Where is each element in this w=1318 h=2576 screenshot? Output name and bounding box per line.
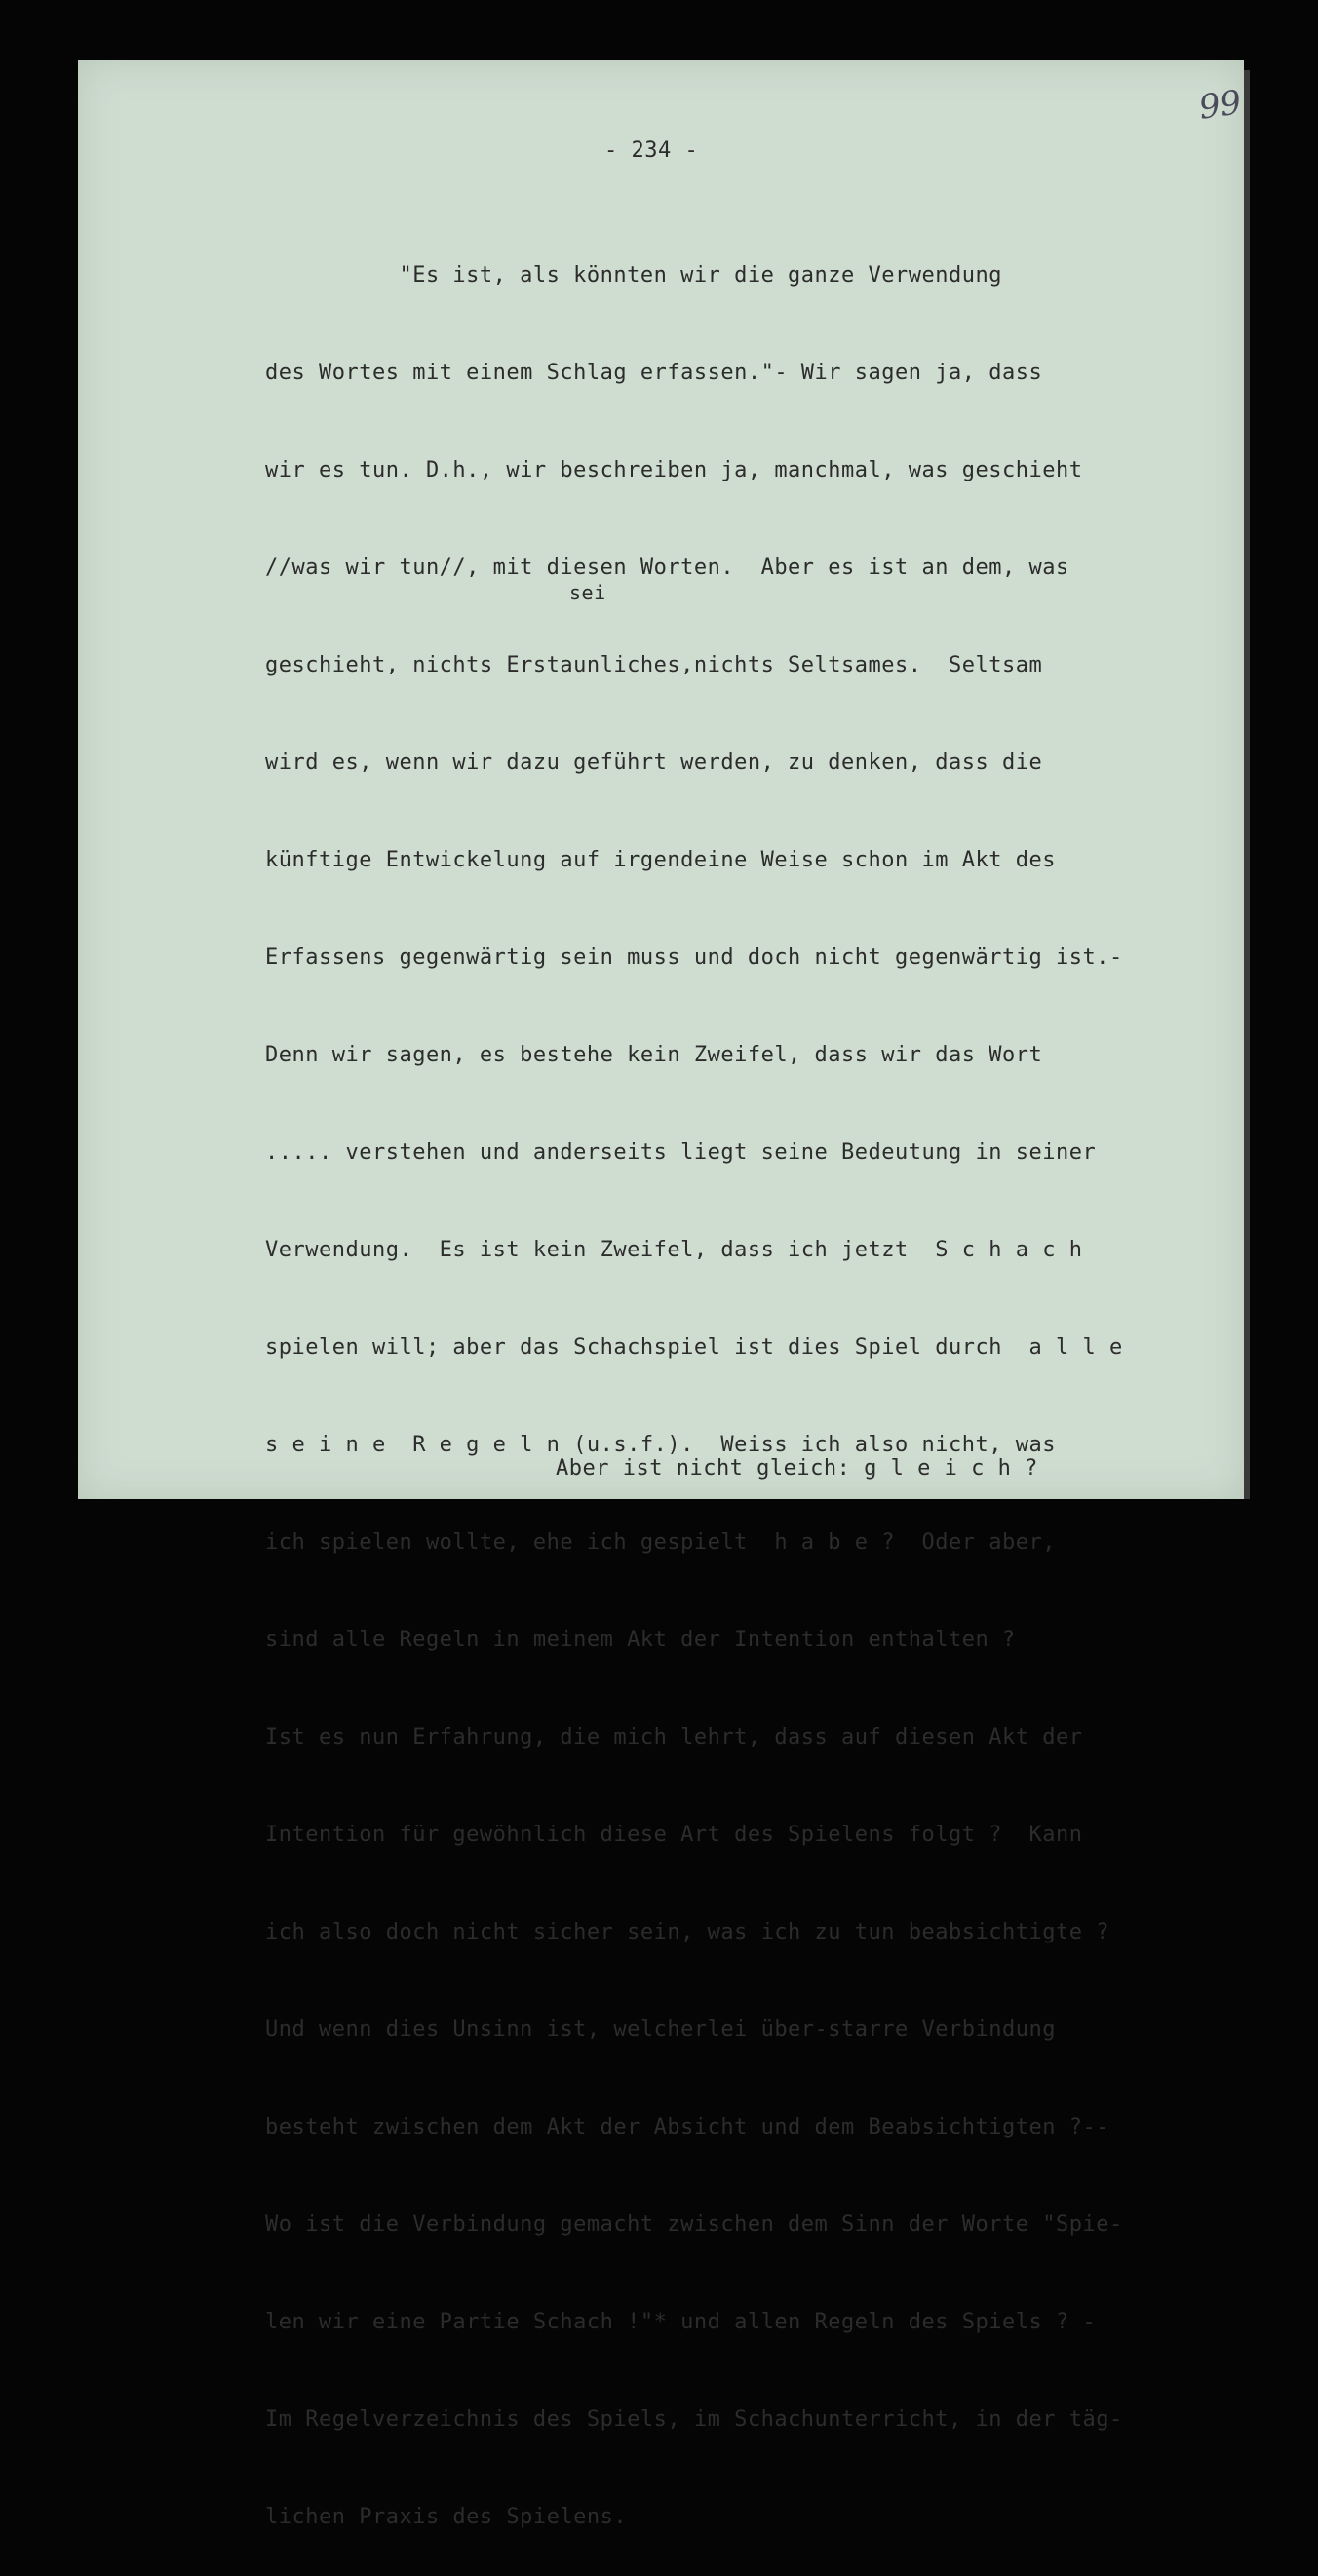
interlinear-insertion: sei: [569, 581, 606, 604]
text-line: lichen Praxis des Spielens.: [265, 2505, 628, 2529]
text-line: Ist es nun Erfahrung, die mich lehrt, dass auf diesen Akt der: [265, 1725, 1083, 1749]
text-line: s e i n e R e g e l n (u.s.f.). Weiss ich also nicht, was: [265, 1433, 1056, 1457]
closing-question: Aber ist nicht gleich: g l e i c h ?: [556, 1456, 1038, 1480]
text-line: des Wortes mit einem Schlag erfassen."- Wir sagen ja, dass: [265, 361, 1043, 385]
text-line: ..... verstehen und anderseits liegt seine Bedeutung in seiner: [265, 1140, 1097, 1165]
text-line: künftige Entwickelung auf irgendeine Weise schon im Akt des: [265, 848, 1056, 872]
text-line: Erfassens gegenwärtig sein muss und doch nicht gegenwärtig ist.-: [265, 945, 1123, 970]
text-line: besteht zwischen dem Akt der Absicht und dem Beabsichtigten ?--: [265, 2115, 1109, 2139]
text-line: //was wir tun//, mit diesen Worten. Aber es ist an dem, was: [265, 556, 1069, 580]
page-number: - 234 -: [604, 138, 699, 163]
text-line: Im Regelverzeichnis des Spiels, im Schachunterricht, in der täg-: [265, 2407, 1123, 2432]
body-text: [265, 212, 1123, 2576]
text-line: len wir eine Partie Schach !"* und allen Regeln des Spiels ? -: [265, 2310, 1097, 2334]
text-line: spielen will; aber das Schachspiel ist dies Spiel durch a l l e: [265, 1335, 1123, 1360]
page-edge-shadow: [1244, 70, 1250, 1499]
text-line: ich also doch nicht sicher sein, was ich zu tun beabsichtigte ?: [265, 1920, 1109, 1944]
text-line: Denn wir sagen, es bestehe kein Zweifel, dass wir das Wort: [265, 1043, 1043, 1067]
text-line: ich spielen wollte, ehe ich gespielt h a b e ? Oder aber,: [265, 1530, 1056, 1555]
text-line: Verwendung. Es ist kein Zweifel, dass ich jetzt S c h a c h: [265, 1238, 1083, 1262]
text-line: "Es ist, als könnten wir die ganze Verwendung: [265, 263, 1002, 288]
folio-number: 99: [1196, 83, 1244, 128]
text-line: Und wenn dies Unsinn ist, welcherlei über-starre Verbindung: [265, 2018, 1056, 2042]
text-line: wird es, wenn wir dazu geführt werden, zu denken, dass die: [265, 750, 1043, 775]
text-line: wir es tun. D.h., wir beschreiben ja, manchmal, was geschieht: [265, 458, 1083, 482]
text-line: Intention für gewöhnlich diese Art des Spielens folgt ? Kann: [265, 1823, 1083, 1847]
text-line: Wo ist die Verbindung gemacht zwischen dem Sinn der Worte "Spie-: [265, 2212, 1123, 2237]
text-line: geschieht, nichts Erstaunliches,nichts Seltsames. Seltsam: [265, 653, 1043, 677]
text-line: sind alle Regeln in meinem Akt der Intention enthalten ?: [265, 1628, 1016, 1652]
